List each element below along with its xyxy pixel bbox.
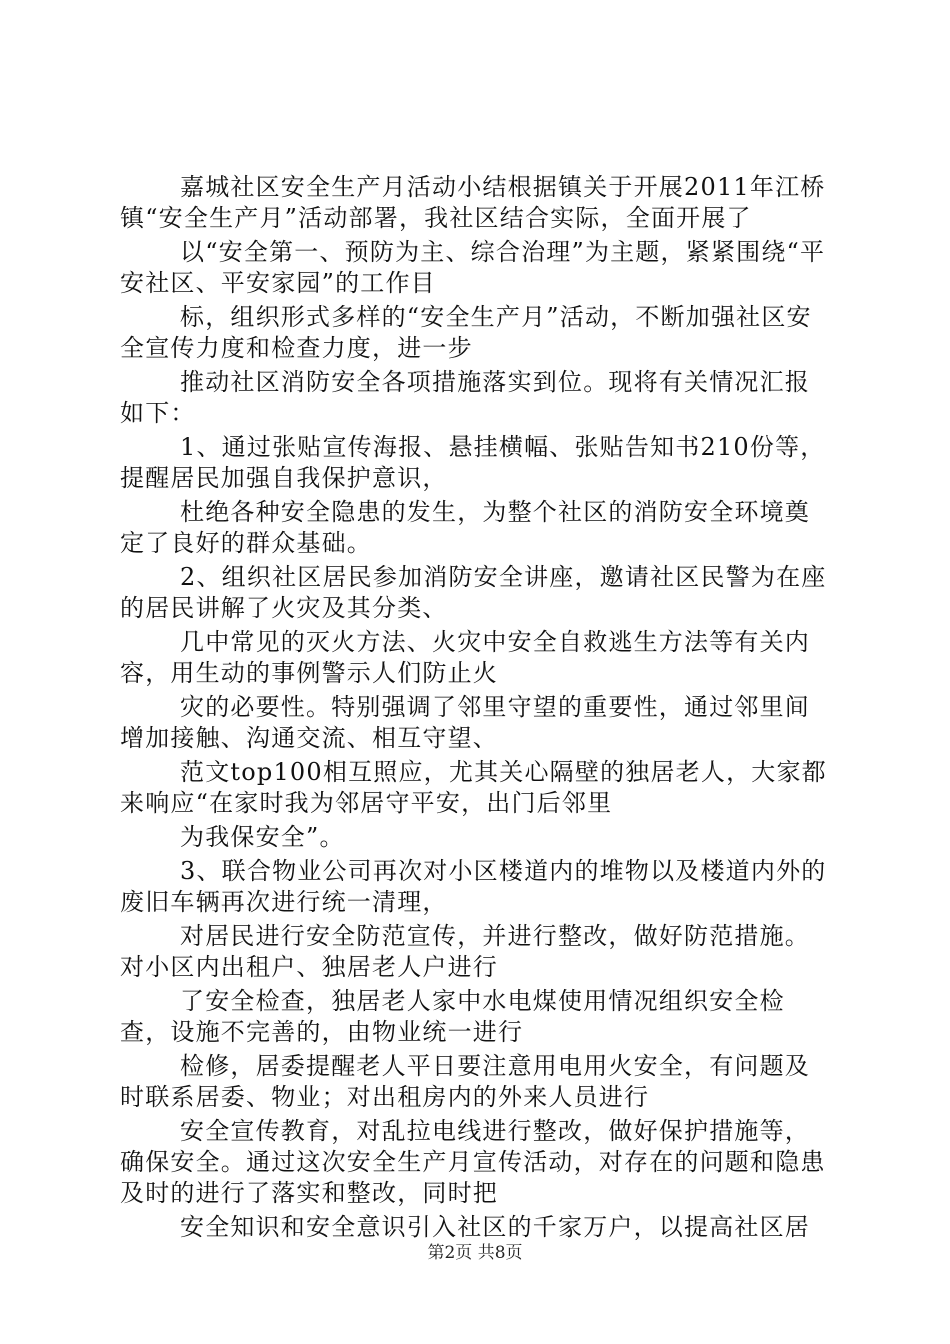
paragraph: 杜绝各种安全隐患的发生，为整个社区的消防安全环境奠定了良好的群众基础。 (120, 498, 810, 557)
paragraph: 3、联合物业公司再次对小区楼道内的堆物以及楼道内外的废旧车辆再次进行统一清理， (120, 857, 827, 916)
page-indicator: 第2页 共8页 (427, 1243, 523, 1263)
paragraph: 推动社区消防安全各项措施落实到位。现将有关情况汇报如下： (120, 368, 810, 427)
paragraph: 检修，居委提醒老人平日要注意用电用火安全，有问题及时联系居委、物业；对出租房内的外来人员进行 (120, 1052, 810, 1111)
paragraph: 嘉城社区安全生产月活动小结根据镇关于开展2011年江桥镇“安全生产月”活动部署，我社区结合实际，全面开展了 (120, 173, 826, 232)
paragraph: 范文top100相互照应，尤其关心隔壁的独居老人，大家都来响应“在家时我为邻居守平安，出门后邻里 (120, 758, 827, 817)
paragraph: 安全宣传教育，对乱拉电线进行整改，做好保护措施等，确保安全。通过这次安全生产月宣传活动，对存在的问题和隐患及时的进行了落实和整改，同时把 (120, 1117, 826, 1207)
document-body (120, 172, 832, 1246)
paragraph: 安全知识和安全意识引入社区的千家万户，以提高社区居 (180, 1213, 810, 1241)
paragraph: 1、通过张贴宣传海报、悬挂横幅、张贴告知书210份等，提醒居民加强自我保护意识， (120, 433, 826, 492)
paragraph: 了安全检查，独居老人家中水电煤使用情况组织安全检查，设施不完善的，由物业统一进行 (120, 987, 785, 1046)
paragraph: 以“安全第一、预防为主、综合治理”为主题，紧紧围绕“平安社区、平安家园”的工作目 (120, 238, 826, 297)
paragraph: 2、组织社区居民参加消防安全讲座，邀请社区民警为在座的居民讲解了火灾及其分类、 (120, 563, 827, 622)
paragraph: 为我保安全”。 (180, 823, 345, 851)
paragraph: 几中常见的灭火方法、火灾中安全自救逃生方法等有关内容，用生动的事例警示人们防止火 (120, 628, 810, 687)
paragraph: 标，组织形式多样的“安全生产月”活动，不断加强社区安全宣传力度和检查力度，进一步 (120, 303, 812, 362)
paragraph: 灾的必要性。特别强调了邻里守望的重要性，通过邻里间增加接触、沟通交流、相互守望、 (120, 693, 810, 752)
paragraph: 对居民进行安全防范宣传，并进行整改，做好防范措施。对小区内出租户、独居老人户进行 (120, 922, 810, 981)
